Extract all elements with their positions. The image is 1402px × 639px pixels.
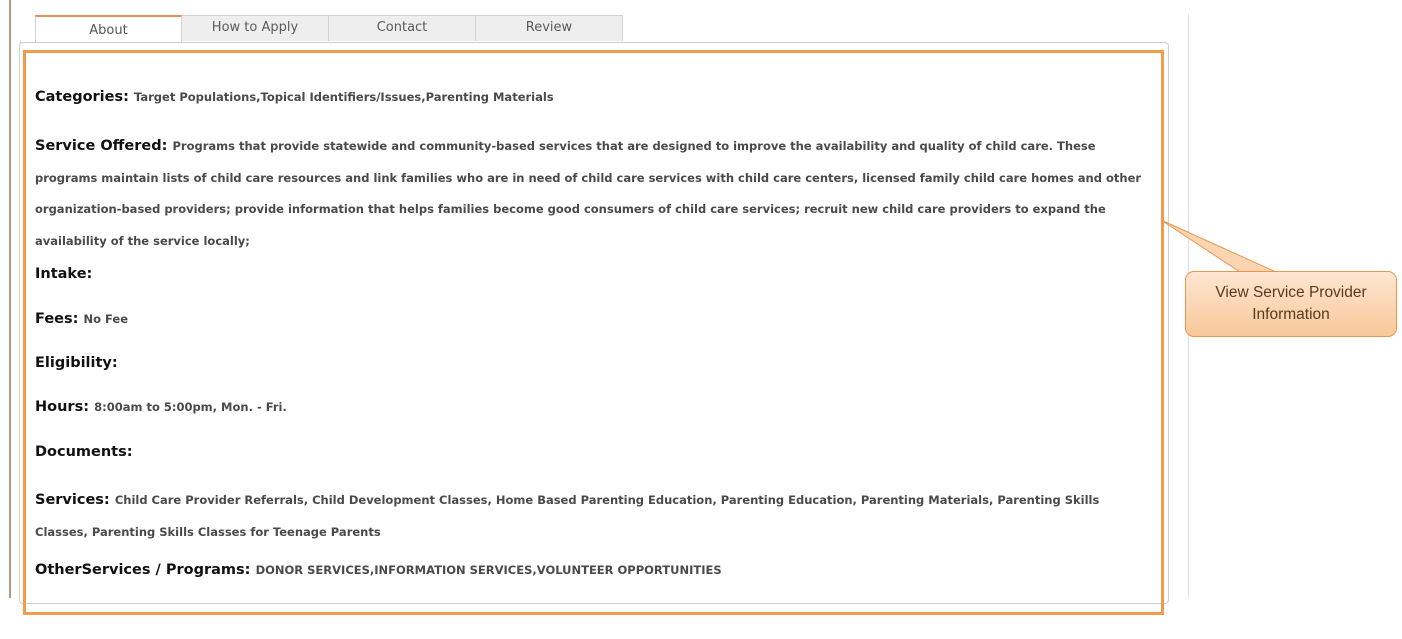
- documents-label: Documents:: [35, 444, 133, 460]
- tab-review[interactable]: Review: [476, 15, 623, 41]
- other-services-value: DONOR SERVICES,INFORMATION SERVICES,VOLUNTEER OPPORTUNITIES: [255, 563, 722, 577]
- categories-label: Categories:: [35, 89, 129, 105]
- callout-pointer-shape: [1161, 220, 1276, 272]
- callout-text: View Service Provider Information: [1215, 284, 1367, 323]
- tab-contact[interactable]: Contact: [329, 15, 476, 41]
- hours-label: Hours:: [35, 399, 89, 415]
- fees-label: Fees:: [35, 311, 79, 327]
- fees-value: No Fee: [83, 312, 129, 326]
- services-label: Services:: [35, 492, 110, 508]
- categories-value: Target Populations,Topical Identifiers/Issues,Parenting Materials: [134, 90, 554, 104]
- services-value: Child Care Provider Referrals, Child Development Classes, Home Based Parenting Education, Parenting Education, Parenting Materials, Parenting Skills Classes, Parenting Skills Classes for Teenage Parents: [35, 493, 1100, 539]
- callout-box: [1185, 271, 1397, 337]
- service-offered-label: Service Offered:: [35, 138, 168, 154]
- tab-about[interactable]: About: [35, 15, 182, 42]
- service-offered-value: Programs that provide statewide and community-based services that are designed to improve the availability and quality of child care. These programs maintain lists of child care resources and link families who are in need of child care services with child care centers, licensed family child care homes and other organization-based providers; provide information that helps families become good consumers of child care services; recruit new child care providers to expand the availability of the service locally;: [35, 139, 1142, 248]
- tab-how-to-apply[interactable]: How to Apply: [182, 15, 329, 41]
- intake-label: Intake:: [35, 266, 93, 282]
- other-services-label: OtherServices / Programs:: [35, 562, 251, 578]
- hours-value: 8:00am to 5:00pm, Mon. - Fri.: [94, 400, 287, 414]
- eligibility-label: Eligibility:: [35, 355, 118, 371]
